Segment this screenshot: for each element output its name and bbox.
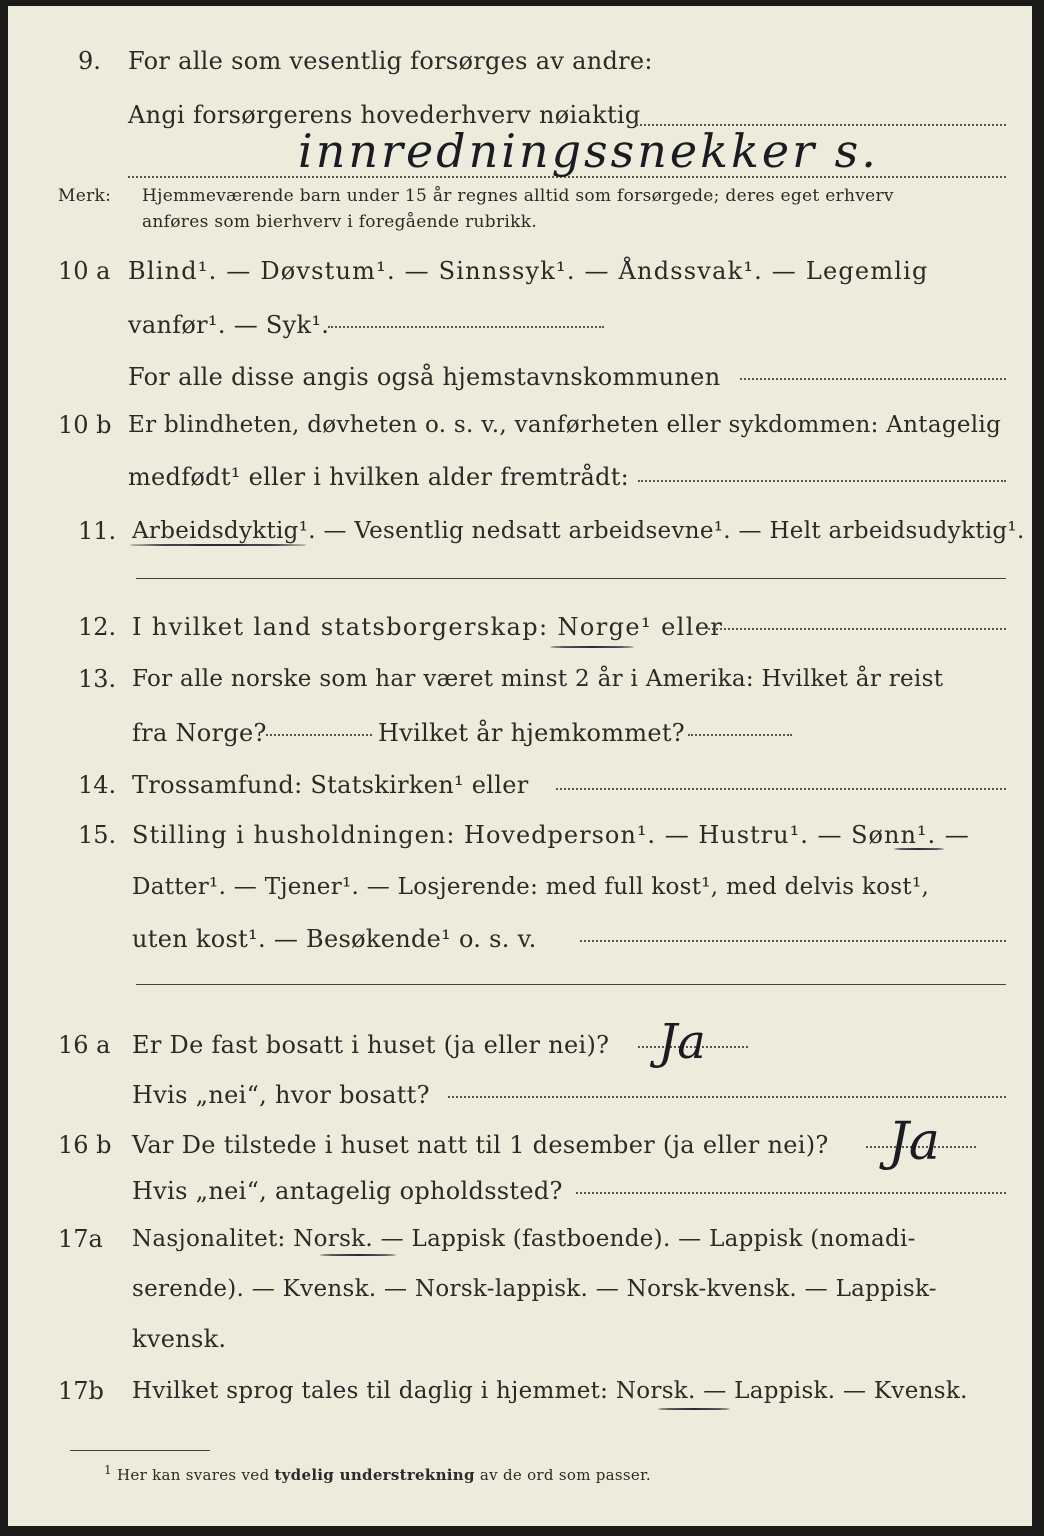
item-17a-line-3: kvensk. (132, 1325, 227, 1353)
handwritten-16b-answer: Ja (888, 1112, 940, 1172)
item-17a-line-1: Nasjonalitet: Norsk. — Lappisk (fastboende). — Lappisk (nomadi- (132, 1226, 916, 1252)
item-14-answer-line (556, 788, 1006, 790)
item-12-line-1: I hvilket land statsborgerskap: Norge¹ eller (132, 613, 724, 641)
footnote-mark: 1 (104, 1463, 112, 1477)
merk-label: Merk: (58, 186, 112, 206)
item-12-answer-line (708, 628, 1006, 630)
item-13-answer-line-1 (266, 734, 372, 736)
footnote (104, 1458, 651, 1487)
item-16a-number: 16 a (58, 1031, 111, 1059)
item-9-number: 9. (78, 47, 101, 75)
item-17b-line-1: Hvilket sprog tales til daglig i hjemmet: Norsk. — Lappisk. — Kvensk. (132, 1378, 968, 1404)
item-10a-line-1: Blind¹. — Døvstum¹. — Sinnssyk¹. — Åndssvak¹. — Legemlig (128, 257, 929, 285)
handwritten-16a-answer: Ja (658, 1014, 706, 1070)
underline-arbeidsdyktig (130, 544, 306, 546)
item-9-line-1: For alle som vesentlig forsørges av andre: (128, 47, 653, 75)
item-10b-answer-line (638, 480, 1006, 482)
item-13-line-3: Hvilket år hjemkommet? (378, 719, 685, 747)
item-15-answer-line-2 (136, 984, 1006, 985)
merk-line-2: anføres som bierhverv i foregående rubrikk. (142, 212, 538, 232)
census-form-page (8, 6, 1032, 1526)
handwritten-occupation: innredningssnekker s. (298, 124, 879, 178)
item-16a-answer-line-2 (448, 1096, 1006, 1098)
item-17a-number: 17a (58, 1225, 103, 1253)
footnote-text-a: Her kan svares ved (117, 1466, 270, 1484)
item-16b-answer-line-2 (576, 1192, 1006, 1194)
item-13-number: 13. (78, 665, 117, 693)
item-13-answer-line-2 (688, 734, 792, 736)
item-15-line-2: Datter¹. — Tjener¹. — Losjerende: med full kost¹, med delvis kost¹, (132, 874, 930, 900)
item-13-line-2: fra Norge? (132, 719, 267, 747)
item-15-answer-line-1 (580, 940, 1006, 942)
item-11-answer-line (136, 578, 1006, 579)
item-15-line-1: Stilling i husholdningen: Hovedperson¹. — Hustru¹. — Sønn¹. — (132, 821, 970, 849)
footnote-divider (70, 1450, 210, 1451)
item-16a-line-2: Hvis „nei“, hvor bosatt? (132, 1081, 430, 1109)
item-11-line-1: Arbeidsdyktig¹. — Vesentlig nedsatt arbeidsevne¹. — Helt arbeidsudyktig¹. (132, 518, 1025, 544)
item-10a-answer-line-2 (740, 378, 1006, 380)
item-10a-line-3: For alle disse angis også hjemstavnskommunen (128, 363, 721, 391)
item-10a-number: 10 a (58, 257, 111, 285)
item-9-line-2: Angi forsørgerens hovederhverv nøiaktig (128, 101, 641, 129)
item-15-line-3: uten kost¹. — Besøkende¹ o. s. v. (132, 925, 537, 953)
underline-norge (550, 646, 634, 648)
item-17b-number: 17b (58, 1377, 104, 1405)
item-17a-line-2: serende). — Kvensk. — Norsk-lappisk. — Norsk-kvensk. — Lappisk- (132, 1276, 937, 1302)
item-16b-line-1: Var De tilstede i huset natt til 1 desember (ja eller nei)? (132, 1131, 829, 1159)
underline-norsk-17a (320, 1254, 396, 1256)
item-10a-answer-line-1 (328, 326, 604, 328)
item-10b-line-2: medfødt¹ eller i hvilken alder fremtrådt: (128, 463, 630, 491)
merk-line-1: Hjemmeværende barn under 15 år regnes alltid som forsørgede; deres eget erhverv (142, 186, 894, 206)
item-16b-number: 16 b (58, 1131, 112, 1159)
item-10b-number: 10 b (58, 411, 112, 439)
item-10a-line-2: vanfør¹. — Syk¹. (128, 311, 330, 339)
footnote-text-c: av de ord som passer. (479, 1466, 651, 1484)
item-16a-line-1: Er De fast bosatt i huset (ja eller nei)? (132, 1031, 610, 1059)
item-12-number: 12. (78, 613, 117, 641)
item-16b-line-2: Hvis „nei“, antagelig opholdssted? (132, 1177, 563, 1205)
item-14-number: 14. (78, 771, 117, 799)
item-11-number: 11. (78, 517, 117, 545)
item-15-number: 15. (78, 821, 117, 849)
underline-sonn (894, 848, 944, 850)
item-13-line-1: For alle norske som har været minst 2 år i Amerika: Hvilket år reist (132, 666, 944, 692)
item-10b-line-1: Er blindheten, døvheten o. s. v., vanførheten eller sykdommen: Antagelig (128, 412, 1002, 438)
underline-norsk-17b (658, 1408, 730, 1410)
footnote-text-b: tydelig understrekning (274, 1466, 475, 1484)
item-14-line-1: Trossamfund: Statskirken¹ eller (132, 771, 529, 799)
